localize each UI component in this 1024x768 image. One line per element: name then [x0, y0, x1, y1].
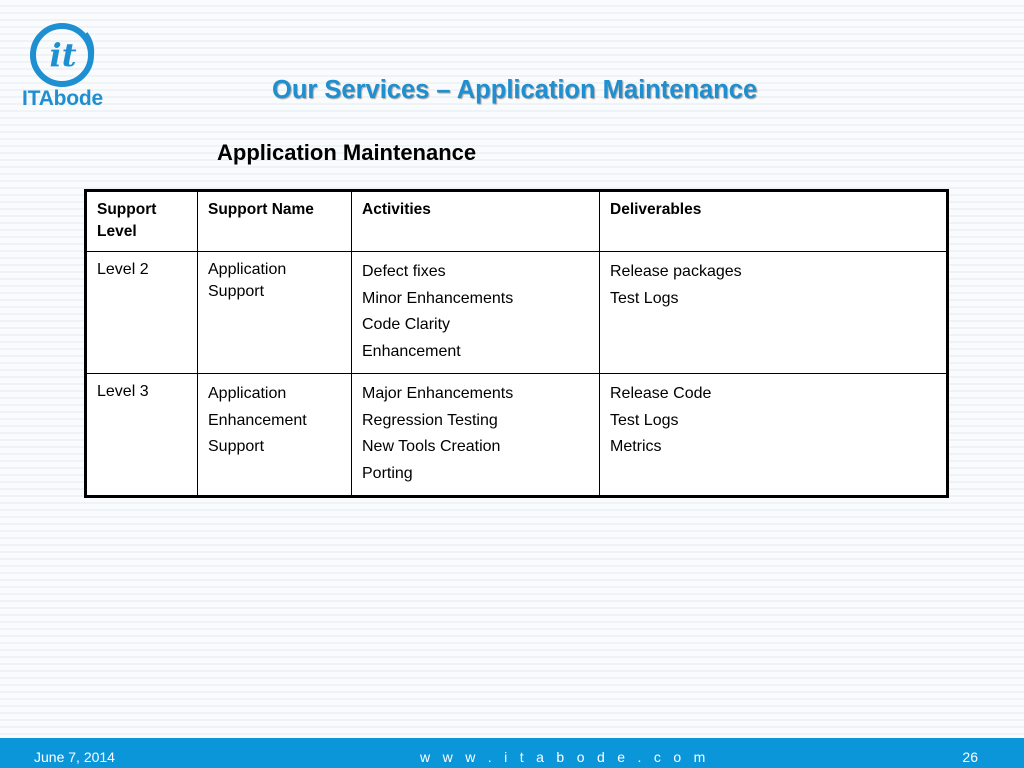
- activity-item: Code Clarity: [362, 316, 451, 333]
- footer-bar: [0, 738, 1024, 768]
- table-row: [86, 252, 948, 374]
- cell-support-level: [86, 252, 198, 374]
- slide-title: Our Services – Application Maintenance: [272, 76, 758, 104]
- cell-support-level: [86, 374, 198, 497]
- itabode-logo: [20, 20, 110, 112]
- cell-activities: [352, 252, 600, 374]
- deliverable-item: Test Logs: [610, 411, 679, 429]
- cell-activities: [352, 374, 600, 497]
- deliverable-item: Test Logs: [610, 289, 679, 307]
- table-caption: Application Maintenance: [217, 140, 477, 165]
- support-name-line: Application: [208, 385, 287, 402]
- services-table: [84, 189, 949, 498]
- activity-item: New Tools Creation: [362, 438, 501, 455]
- cell-support-name: [198, 374, 352, 497]
- deliverable-item: Release Code: [610, 385, 712, 402]
- itabode-logo-icon: [29, 22, 99, 88]
- logo-text: ITAbode: [22, 87, 104, 110]
- activity-item: Porting: [362, 464, 413, 482]
- support-name-line: Support: [208, 438, 265, 455]
- cell-support-name: [198, 252, 352, 374]
- cell-deliverables: [600, 252, 948, 374]
- activity-item: Minor Enhancements: [362, 289, 514, 307]
- deliverable-item: Metrics: [610, 438, 662, 455]
- activity-item: Major Enhancements: [362, 385, 514, 402]
- table-header-row: [86, 191, 948, 252]
- footer-date: June 7, 2014: [34, 749, 115, 765]
- activity-item: Regression Testing: [362, 411, 498, 429]
- support-name-line: Support: [208, 283, 265, 300]
- header-support-name: Support Name: [198, 191, 352, 252]
- support-name-line: Enhancement: [208, 411, 307, 429]
- support-name-line: Application: [208, 261, 287, 278]
- activity-item: Enhancement: [362, 342, 461, 360]
- logo-mark-letters: it: [49, 36, 77, 74]
- header-activities: Activities: [352, 191, 600, 252]
- header-support-level: Support Level: [86, 191, 198, 252]
- support-level-text: Level 2: [97, 261, 149, 278]
- table-row: [86, 374, 948, 497]
- page-number: 26: [962, 749, 978, 765]
- cell-deliverables: [600, 374, 948, 497]
- footer-website: w w w . i t a b o d e . c o m: [420, 749, 710, 765]
- header-deliverables: Deliverables: [600, 191, 948, 252]
- deliverable-item: Release packages: [610, 263, 742, 280]
- support-level-text: Level 3: [97, 383, 149, 400]
- activity-item: Defect fixes: [362, 263, 446, 280]
